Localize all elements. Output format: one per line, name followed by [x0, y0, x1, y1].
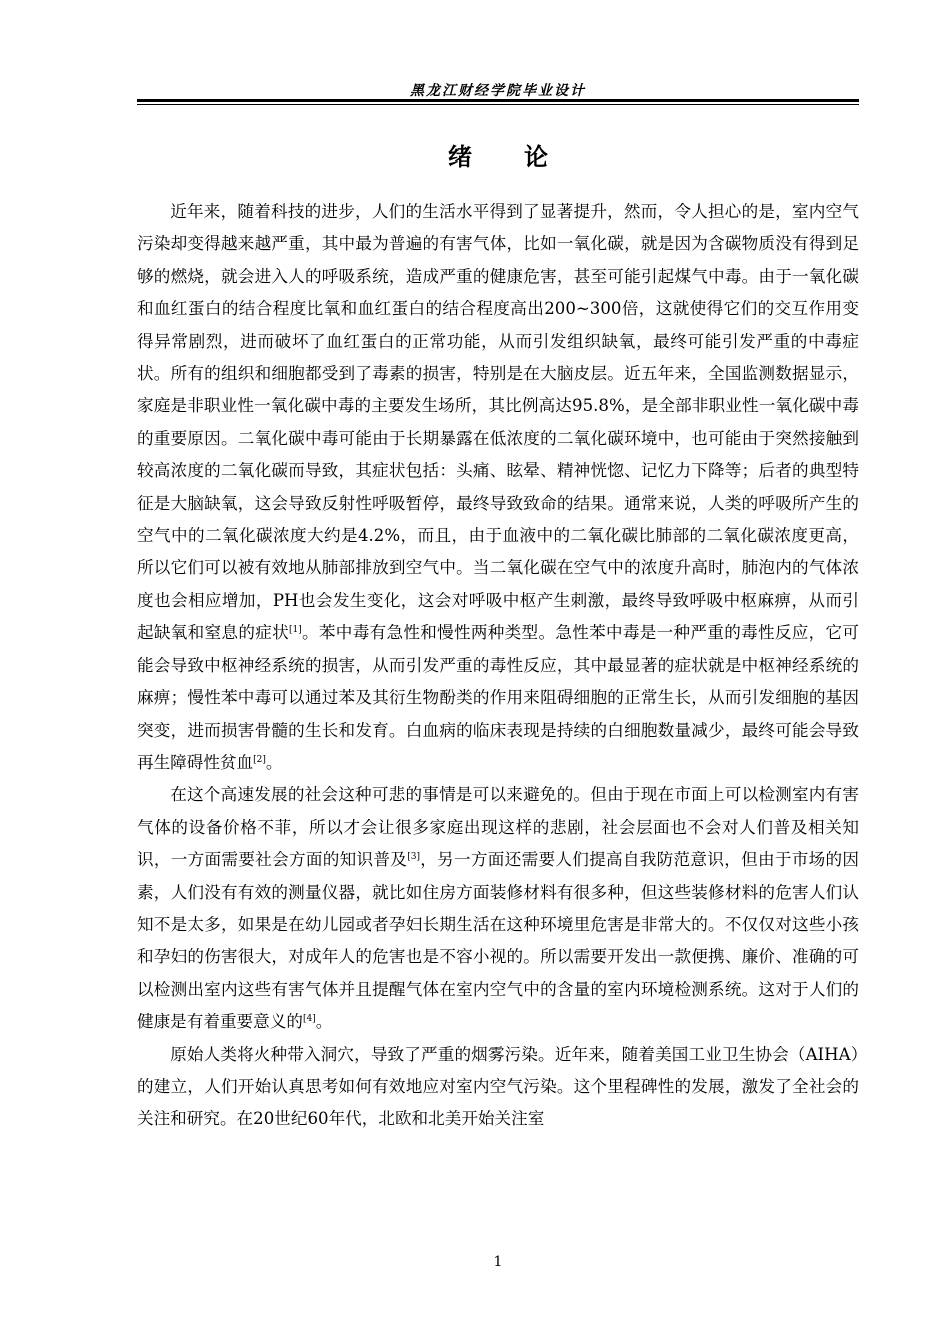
title-char-2: 论: [524, 143, 548, 171]
paragraph-3: [137, 1039, 859, 1136]
paragraph-1-text-a: 近年来，随着科技的进步，人们的生活水平得到了显著提升，然而，令人担心的是，室内空气污染却变得越来越严重，其中最为普遍的有害气体，比如一氧化碳，就是因为含碳物质没有得到足够的燃烧，就会进入人的呼吸系统，造成严重的健康危害，甚至可能引起煤气中毒。由于一氧化碳和血红蛋白的结合程度比氧和血红蛋白的结合程度高出200~300倍，这就使得它们的交互作用变得异常剧烈，进而破坏了血红蛋白的正常功能，从而引发组织缺氧，最终可能引发严重的中毒症状。所有的组织和细胞都受到了毒素的损害，特别是在大脑皮层。近五年来，全国监测数据显示，家庭是非职业性一氧化碳中毒的主要发生场所，其比例高达95.8%，是全部非职业性一氧化碳中毒的重要原因。二氧化碳中毒可能由于长期暴露在低浓度的二氧化碳环境中，也可能由于突然接触到较高浓度的二氧化碳而导致，其症状包括：头痛、眩晕、精神恍惚、记忆力下降等；后者的典型特征是大脑缺氧，这会导致反射性呼吸暂停，最终导致致命的结果。通常来说，人类的呼吸所产生的空气中的二氧化碳浓度大约是4.2%，而且，由于血液中的二氧化碳比肺部的二氧化碳浓度更高，所以它们可以被有效地从肺部排放到空气中。当二氧化碳在空气中的浓度升高时，肺泡内的气体浓度也会相应增加，PH也会发生变化，这会对呼吸中枢产生刺激，最终导致呼吸中枢麻痹，从而引起缺氧和窒息的症状: [137, 202, 859, 643]
citation-1: [1]: [288, 625, 302, 636]
running-header: 黑龙江财经学院毕业设计: [410, 83, 586, 99]
citation-4: [4]: [302, 1014, 316, 1025]
header-rule-thick: [137, 99, 859, 102]
paragraph-2-text-a: 在这个高速发展的社会这种可悲的事情是可以来避免的。但由于现在市面上可以检测室内有害气体的设备价格不菲，所以才会让很多家庭出现这样的悲剧，社会层面也不会对人们普及相关知识，一方面需要社会方面的知识普及: [137, 785, 859, 870]
paragraph-1: [137, 196, 859, 779]
header-rule-thin: [137, 104, 859, 105]
section-title: [137, 137, 859, 172]
citation-3: [3]: [407, 852, 420, 863]
paragraph-1-text-b: 。苯中毒有急性和慢性两种类型。急性苯中毒是一种严重的毒性反应，它可能会导致中枢神经系统的损害，从而引发严重的毒性反应，其中最显著的症状就是中枢神经系统的麻痹；慢性苯中毒可以通过苯及其衍生物酚类的作用来阻碍细胞的正常生长，从而引发细胞的基因突变，进而损害骨髓的生长和发育。白血病的临床表现是持续的白细胞数量减少，最终可能会导致再生障碍性贫血: [137, 623, 860, 772]
paragraph-2-text-c: 。: [315, 1012, 333, 1032]
paragraph-1-text-c: 。: [265, 752, 283, 772]
paragraph-2-text-b: ，另一方面还需要人们提高自我防范意识，但由于市场的因素，人们没有有效的测量仪器，就比如住房方面装修材料有很多种，但这些装修材料的危害人们认知不是太多，如果是在幼儿园或者孕妇长期生活在这种环境里危害是非常大的。不仅仅对这些小孩和孕妇的伤害很大，对成年人的危害也是不容小视的。所以需要开发出一款便携、廉价、准确的可以检测出室内这些有害气体并且提醒气体在室内空气中的含量的室内环境检测系统。这对于人们的健康是有着重要意义的: [137, 850, 860, 1032]
title-char-1: 绪: [448, 143, 472, 171]
paragraph-2: [137, 779, 859, 1038]
citation-2: [2]: [253, 754, 266, 765]
body-text: [137, 196, 859, 1136]
page-number: 1: [493, 1254, 503, 1270]
paragraph-3-text-a: 原始人类将火种带入洞穴，导致了严重的烟雾污染。近年来，随着美国工业卫生协会（AIHA）的建立，人们开始认真思考如何有效地应对室内空气污染。这个里程碑性的发展，激发了全社会的关注和研究。在20世纪60年代，北欧和北美开始关注室: [137, 1044, 859, 1129]
